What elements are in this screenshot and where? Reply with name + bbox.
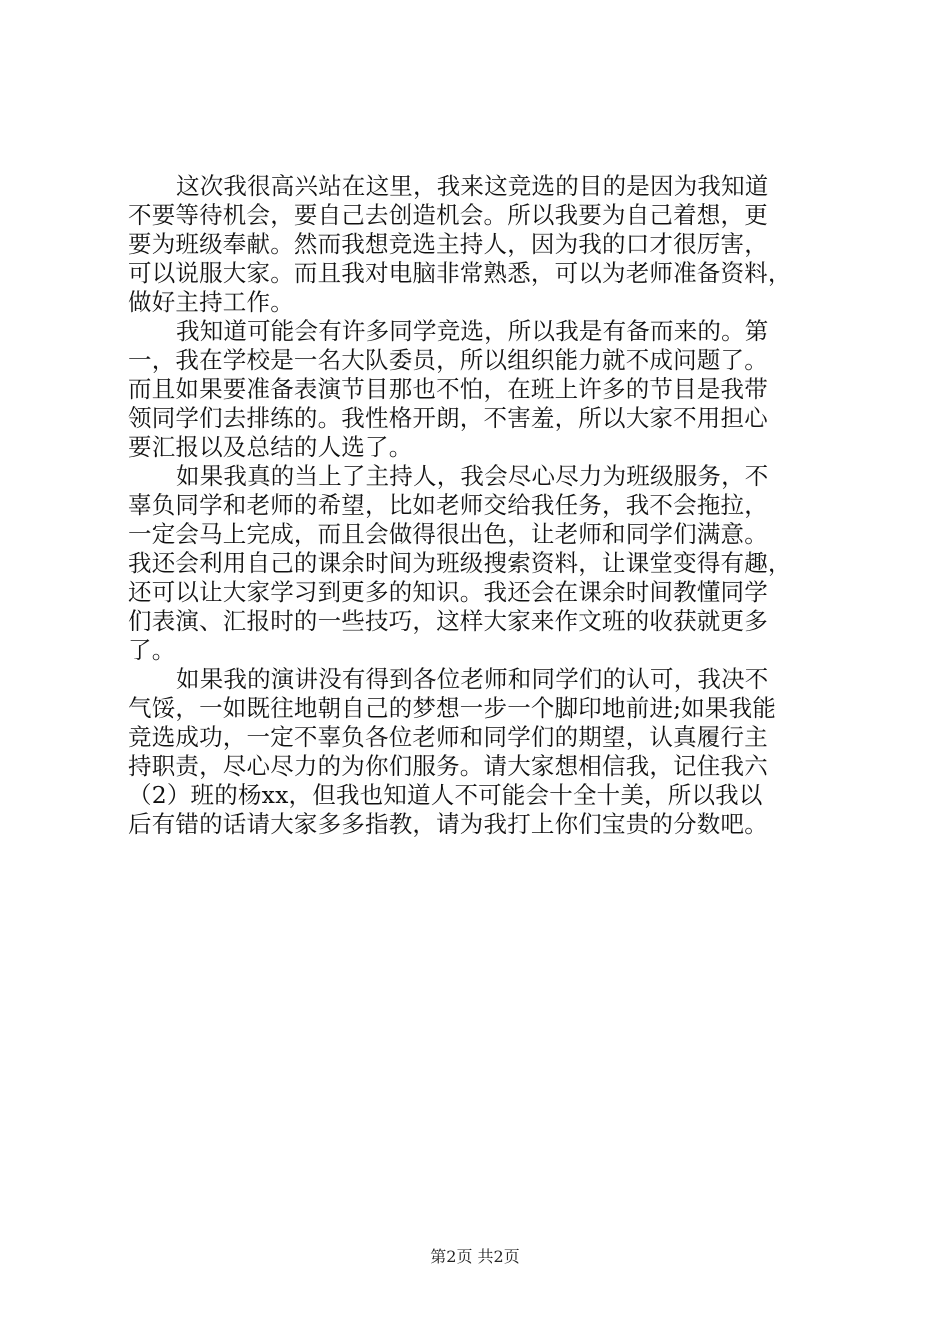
paragraph-line: 要汇报以及总结的人选了。 (128, 433, 413, 461)
paragraph-line: 可以说服大家。而且我对电脑非常熟悉，可以为老师准备资料， (128, 259, 792, 287)
paragraph-1 (128, 172, 828, 317)
paragraph-line: 竞选成功，一定不辜负各位老师和同学们的期望，认真履行主 (128, 723, 768, 751)
paragraph-line: 如果我的演讲没有得到各位老师和同学们的认可，我决不 (176, 665, 769, 693)
page-number: 第2页 共2页 (430, 1247, 520, 1266)
paragraph-3 (128, 462, 828, 665)
paragraph-line: 一，我在学校是一名大队委员，所以组织能力就不成问题了。 (128, 346, 768, 374)
document-body (128, 172, 828, 839)
paragraph-line: 气馁，一如既往地朝自己的梦想一步一个脚印地前进;如果我能 (128, 694, 777, 722)
paragraph-line: 要为班级奉献。然而我想竞选主持人，因为我的口才很厉害， (128, 230, 768, 258)
paragraph-line: 后有错的话请大家多多指教，请为我打上你们宝贵的分数吧。 (128, 810, 768, 838)
paragraph-line: 领同学们去排练的。我性格开朗，不害羞，所以大家不用担心 (128, 404, 768, 432)
paragraph-line: 辜负同学和老师的希望，比如老师交给我任务，我不会拖拉， (128, 491, 768, 519)
paragraph-line: 这次我很高兴站在这里，我来这竞选的目的是因为我知道 (176, 172, 769, 200)
paragraph-line: 做好主持工作。 (128, 288, 294, 316)
paragraph-line: 而且如果要准备表演节目那也不怕，在班上许多的节目是我带 (128, 375, 768, 403)
paragraph-2 (128, 317, 828, 462)
paragraph-line: 了。 (128, 636, 176, 664)
paragraph-line: 如果我真的当上了主持人，我会尽心尽力为班级服务，不 (176, 462, 769, 490)
paragraph-line: 我知道可能会有许多同学竞选，所以我是有备而来的。第 (176, 317, 769, 345)
paragraph-4 (128, 665, 828, 839)
paragraph-line: 不要等待机会，要自己去创造机会。所以我要为自己着想，更 (128, 201, 768, 229)
paragraph-line: （2）班的杨xx，但我也知道人不可能会十全十美，所以我以 (128, 781, 763, 809)
paragraph-line: 们表演、汇报时的一些技巧，这样大家来作文班的收获就更多 (128, 607, 768, 635)
paragraph-line: 一定会马上完成，而且会做得很出色，让老师和同学们满意。 (128, 520, 768, 548)
paragraph-line: 持职责，尽心尽力的为你们服务。请大家想相信我，记住我六 (128, 752, 768, 780)
paragraph-line: 还可以让大家学习到更多的知识。我还会在课余时间教懂同学 (128, 578, 768, 606)
paragraph-line: 我还会利用自己的课余时间为班级搜索资料，让课堂变得有趣， (128, 549, 792, 577)
